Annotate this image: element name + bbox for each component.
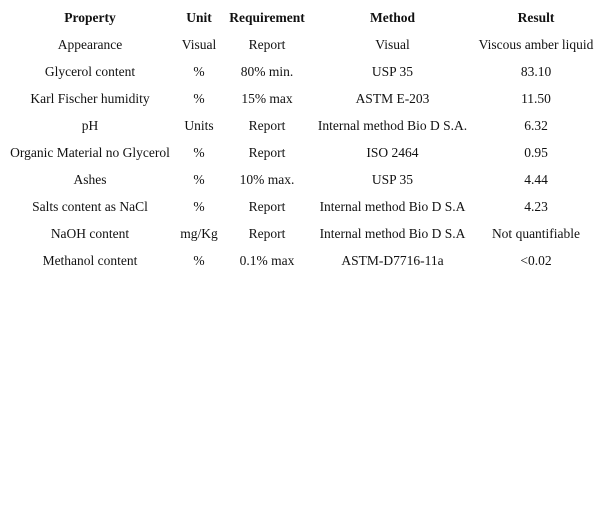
cell-method: Internal method Bio D S.A. xyxy=(317,118,468,133)
cell-result: 6.32 xyxy=(524,118,548,133)
cell-requirement: Report xyxy=(248,118,286,133)
cell-requirement: 10% max. xyxy=(239,172,295,187)
cell-method: Internal method Bio D S.A xyxy=(319,226,466,241)
cell-property: Salts content as NaCl xyxy=(32,199,148,214)
table-row xyxy=(0,58,603,85)
header-result: Result xyxy=(517,10,555,25)
cell-property: Glycerol content xyxy=(44,64,136,79)
cell-requirement: Report xyxy=(248,226,286,241)
table-row xyxy=(0,247,603,274)
header-unit: Unit xyxy=(186,10,212,25)
cell-unit: % xyxy=(193,199,205,214)
cell-result: Viscous amber liquid xyxy=(478,37,594,52)
cell-property: Methanol content xyxy=(42,253,138,268)
cell-unit: % xyxy=(193,172,205,187)
cell-method: ASTM E-203 xyxy=(355,91,430,106)
table-row xyxy=(0,85,603,112)
cell-requirement: 0.1% max xyxy=(239,253,295,268)
header-row xyxy=(0,4,603,31)
cell-requirement: Report xyxy=(248,145,286,160)
cell-unit: mg/Kg xyxy=(180,226,218,241)
cell-unit: % xyxy=(193,91,205,106)
cell-result: 83.10 xyxy=(520,64,552,79)
cell-method: ASTM-D7716-11a xyxy=(341,253,444,268)
cell-unit: % xyxy=(193,145,205,160)
cell-unit: % xyxy=(193,64,205,79)
cell-method: USP 35 xyxy=(371,172,414,187)
cell-method: Internal method Bio D S.A xyxy=(319,199,466,214)
specification-table xyxy=(0,4,603,274)
cell-result: <0.02 xyxy=(520,253,552,268)
cell-result: 4.23 xyxy=(524,199,548,214)
cell-method: USP 35 xyxy=(371,64,414,79)
cell-property: Karl Fischer humidity xyxy=(30,91,150,106)
cell-property: NaOH content xyxy=(50,226,130,241)
cell-result: 11.50 xyxy=(521,91,551,106)
cell-property: Ashes xyxy=(73,172,107,187)
table-row xyxy=(0,139,603,166)
cell-property: Appearance xyxy=(57,37,123,52)
table-row xyxy=(0,220,603,247)
table-row xyxy=(0,193,603,220)
cell-unit: Units xyxy=(184,118,214,133)
cell-requirement: 15% max xyxy=(241,91,293,106)
cell-result: 4.44 xyxy=(524,172,548,187)
cell-requirement: 80% min. xyxy=(240,64,294,79)
table-row xyxy=(0,31,603,58)
cell-method: Visual xyxy=(375,37,410,52)
cell-unit: % xyxy=(193,253,205,268)
header-property: Property xyxy=(64,10,116,25)
table-header xyxy=(0,4,603,31)
table-body xyxy=(0,31,603,274)
header-requirement: Requirement xyxy=(229,10,305,25)
cell-requirement: Report xyxy=(248,199,286,214)
cell-unit: Visual xyxy=(181,37,217,52)
cell-requirement: Report xyxy=(248,37,286,52)
table-row xyxy=(0,166,603,193)
cell-result: 0.95 xyxy=(524,145,548,160)
cell-property: Organic Material no Glycerol xyxy=(10,145,170,160)
cell-method: ISO 2464 xyxy=(366,145,419,160)
cell-property: pH xyxy=(81,118,99,133)
cell-result: Not quantifiable xyxy=(491,226,581,241)
header-method: Method xyxy=(370,10,415,25)
table-row xyxy=(0,112,603,139)
